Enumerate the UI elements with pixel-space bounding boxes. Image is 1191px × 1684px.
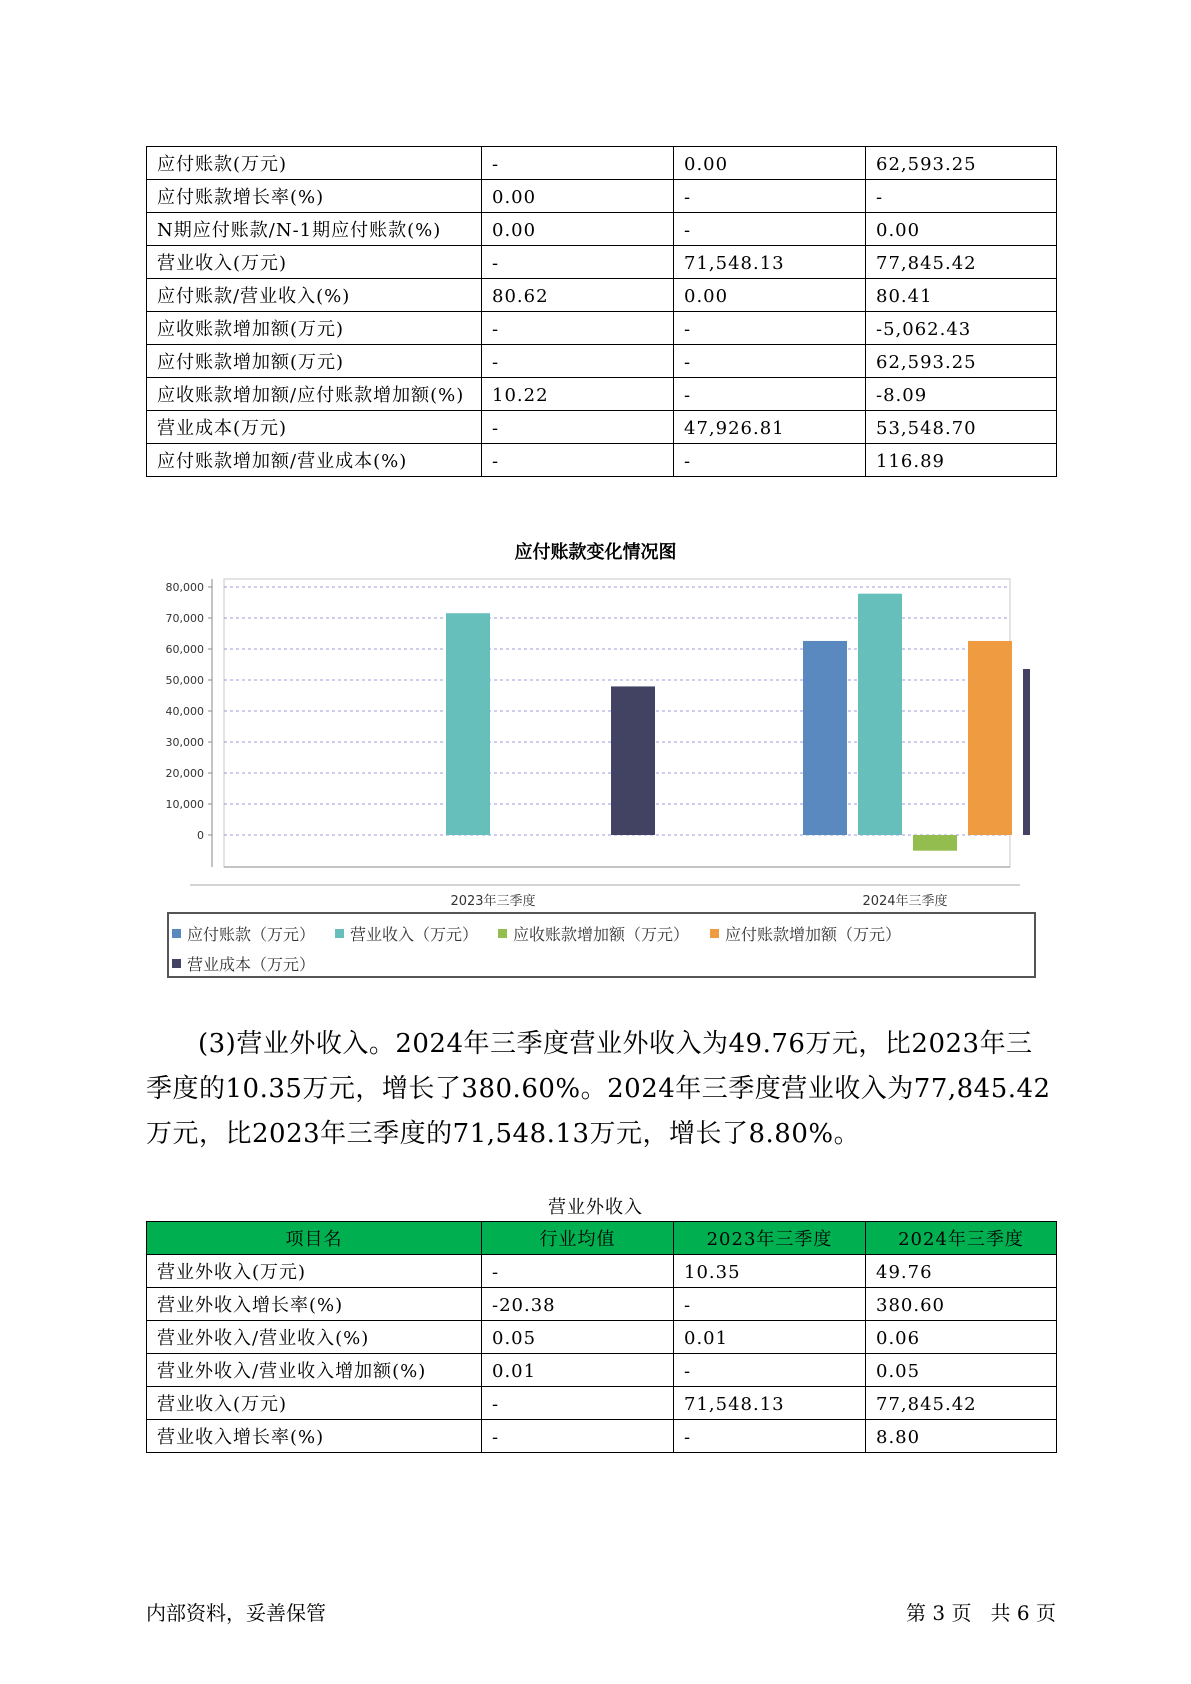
- paragraph-non-operating-income: (3)营业外收入。2024年三季度营业外收入为49.76万元，比2023年三季度的10.35万元，增长了380.60%。2024年三季度营业收入为77,845.42万元，比2023年三季度的71,548.13万元，增长了8.80%。: [146, 1029, 1051, 1149]
- legend-label: 营业收入（万元）: [350, 925, 479, 944]
- bar: [913, 835, 957, 851]
- table-cell: 应付账款(万元): [147, 147, 482, 180]
- table-cell: 71,548.13: [674, 246, 866, 279]
- table-cell: 应付账款/营业收入(%): [147, 279, 482, 312]
- table-cell: 应付账款增加额/营业成本(%): [147, 444, 482, 477]
- table-cell: 0.00: [674, 279, 866, 312]
- table-cell: 营业成本(万元): [147, 411, 482, 444]
- table-cell: -: [482, 1420, 674, 1453]
- table-cell: 62,593.25: [866, 147, 1057, 180]
- table-cell: 0.06: [866, 1321, 1057, 1354]
- table-cell: 0.00: [482, 213, 674, 246]
- table2-caption: 营业外收入: [548, 1197, 643, 1218]
- table-row: [147, 1321, 1057, 1354]
- table-cell: -: [674, 180, 866, 213]
- chart-title: 应付账款变化情况图: [514, 542, 677, 563]
- y-tick-label: 40,000: [165, 705, 204, 718]
- table-cell: 77,845.42: [866, 246, 1057, 279]
- table-cell: 49.76: [866, 1255, 1057, 1288]
- table-cell: 0.00: [866, 213, 1057, 246]
- table-cell: 0.01: [482, 1354, 674, 1387]
- table-cell: 116.89: [866, 444, 1057, 477]
- table-cell: -: [674, 1420, 866, 1453]
- table-cell: -: [482, 1255, 674, 1288]
- table-row: [147, 1387, 1057, 1420]
- table-row: [147, 1354, 1057, 1387]
- table-cell: 营业外收入(万元): [147, 1255, 482, 1288]
- legend-item: [172, 922, 315, 945]
- table-cell: 营业外收入增长率(%): [147, 1288, 482, 1321]
- table-cell: -5,062.43: [866, 312, 1057, 345]
- table-header-row: [147, 1222, 1057, 1255]
- table-cell: 0.00: [674, 147, 866, 180]
- legend-item: [498, 922, 689, 945]
- table-cell: -: [482, 1387, 674, 1420]
- table-cell: 71,548.13: [674, 1387, 866, 1420]
- table-cell: -: [482, 147, 674, 180]
- table-row: [147, 411, 1057, 444]
- table-cell: -: [482, 444, 674, 477]
- legend-item: [710, 922, 901, 945]
- table-cell: 营业收入(万元): [147, 246, 482, 279]
- table-row: [147, 1420, 1057, 1453]
- table-cell: -: [482, 345, 674, 378]
- table-cell: -: [674, 378, 866, 411]
- legend-swatch: [498, 929, 507, 938]
- legend-swatch: [172, 959, 181, 968]
- table-cell: 应收账款增加额/应付账款增加额(%): [147, 378, 482, 411]
- y-tick-label: 10,000: [165, 798, 204, 811]
- table-cell: 0.01: [674, 1321, 866, 1354]
- table-cell: 10.35: [674, 1255, 866, 1288]
- table-row: [147, 345, 1057, 378]
- table-cell: 380.60: [866, 1288, 1057, 1321]
- table-cell: -: [866, 180, 1057, 213]
- legend-swatch: [710, 929, 719, 938]
- legend-label: 应收账款增加额（万元）: [513, 925, 690, 944]
- table-cell: 应收账款增加额(万元): [147, 312, 482, 345]
- y-tick-label: 30,000: [165, 736, 204, 749]
- bar: [446, 613, 490, 835]
- table-row: [147, 246, 1057, 279]
- bar: [858, 594, 902, 835]
- y-tick-label: 50,000: [165, 674, 204, 687]
- legend-swatch: [335, 929, 344, 938]
- table-row: [147, 1255, 1057, 1288]
- table-cell: 10.22: [482, 378, 674, 411]
- table-row: [147, 180, 1057, 213]
- table-row: [147, 1288, 1057, 1321]
- legend-swatch: [172, 929, 181, 938]
- legend-label: 应付账款（万元）: [187, 925, 316, 944]
- table-cell: 80.41: [866, 279, 1057, 312]
- table-cell: 应付账款增长率(%): [147, 180, 482, 213]
- table-cell: 0.05: [866, 1354, 1057, 1387]
- payables-bar-chart: [150, 565, 1030, 910]
- table-cell: -: [482, 312, 674, 345]
- table-row: [147, 279, 1057, 312]
- table-cell: 营业收入增长率(%): [147, 1420, 482, 1453]
- bar: [803, 641, 847, 835]
- non-operating-income-table: [146, 1221, 1057, 1453]
- legend-item: [335, 922, 478, 945]
- y-tick-label: 0: [197, 829, 204, 842]
- table-cell: -: [674, 1288, 866, 1321]
- table-cell: 应付账款增加额(万元): [147, 345, 482, 378]
- table-cell: -: [674, 312, 866, 345]
- table-cell: -20.38: [482, 1288, 674, 1321]
- column-header: 2024年三季度: [866, 1222, 1057, 1255]
- table-row: [147, 312, 1057, 345]
- table-cell: -: [482, 246, 674, 279]
- table-cell: 营业外收入/营业收入增加额(%): [147, 1354, 482, 1387]
- legend-item: [172, 952, 315, 975]
- table-cell: -: [674, 213, 866, 246]
- y-tick-label: 60,000: [165, 643, 204, 656]
- footer-page-number: 第 3 页 共 6 页: [906, 1601, 1056, 1625]
- table-row: [147, 444, 1057, 477]
- table-cell: N期应付账款/N-1期应付账款(%): [147, 213, 482, 246]
- bar: [1023, 669, 1030, 835]
- table-row: [147, 378, 1057, 411]
- table-cell: 0.00: [482, 180, 674, 213]
- y-tick-label: 20,000: [165, 767, 204, 780]
- table-cell: 77,845.42: [866, 1387, 1057, 1420]
- legend-label: 应付账款增加额（万元）: [725, 925, 902, 944]
- table-cell: -: [674, 1354, 866, 1387]
- table-cell: 47,926.81: [674, 411, 866, 444]
- table-cell: 0.05: [482, 1321, 674, 1354]
- table-row: [147, 147, 1057, 180]
- table-cell: -: [674, 444, 866, 477]
- table-cell: 62,593.25: [866, 345, 1057, 378]
- x-category-label: 2024年三季度: [862, 894, 948, 909]
- payables-table: [146, 146, 1057, 477]
- table-cell: -8.09: [866, 378, 1057, 411]
- table-cell: 53,548.70: [866, 411, 1057, 444]
- table-cell: -: [482, 411, 674, 444]
- bar: [968, 641, 1012, 835]
- column-header: 2023年三季度: [674, 1222, 866, 1255]
- column-header: 项目名: [147, 1222, 482, 1255]
- chart-legend: [167, 912, 1036, 978]
- bar: [611, 686, 655, 835]
- y-tick-label: 70,000: [165, 612, 204, 625]
- table-cell: 营业外收入/营业收入(%): [147, 1321, 482, 1354]
- table-cell: 8.80: [866, 1420, 1057, 1453]
- y-tick-label: 80,000: [165, 581, 204, 594]
- table-cell: 营业收入(万元): [147, 1387, 482, 1420]
- legend-label: 营业成本（万元）: [187, 955, 316, 974]
- table-cell: -: [674, 345, 866, 378]
- table-cell: 80.62: [482, 279, 674, 312]
- footer-confidential: 内部资料，妥善保管: [146, 1601, 326, 1625]
- x-category-label: 2023年三季度: [450, 894, 536, 909]
- table-row: [147, 213, 1057, 246]
- column-header: 行业均值: [482, 1222, 674, 1255]
